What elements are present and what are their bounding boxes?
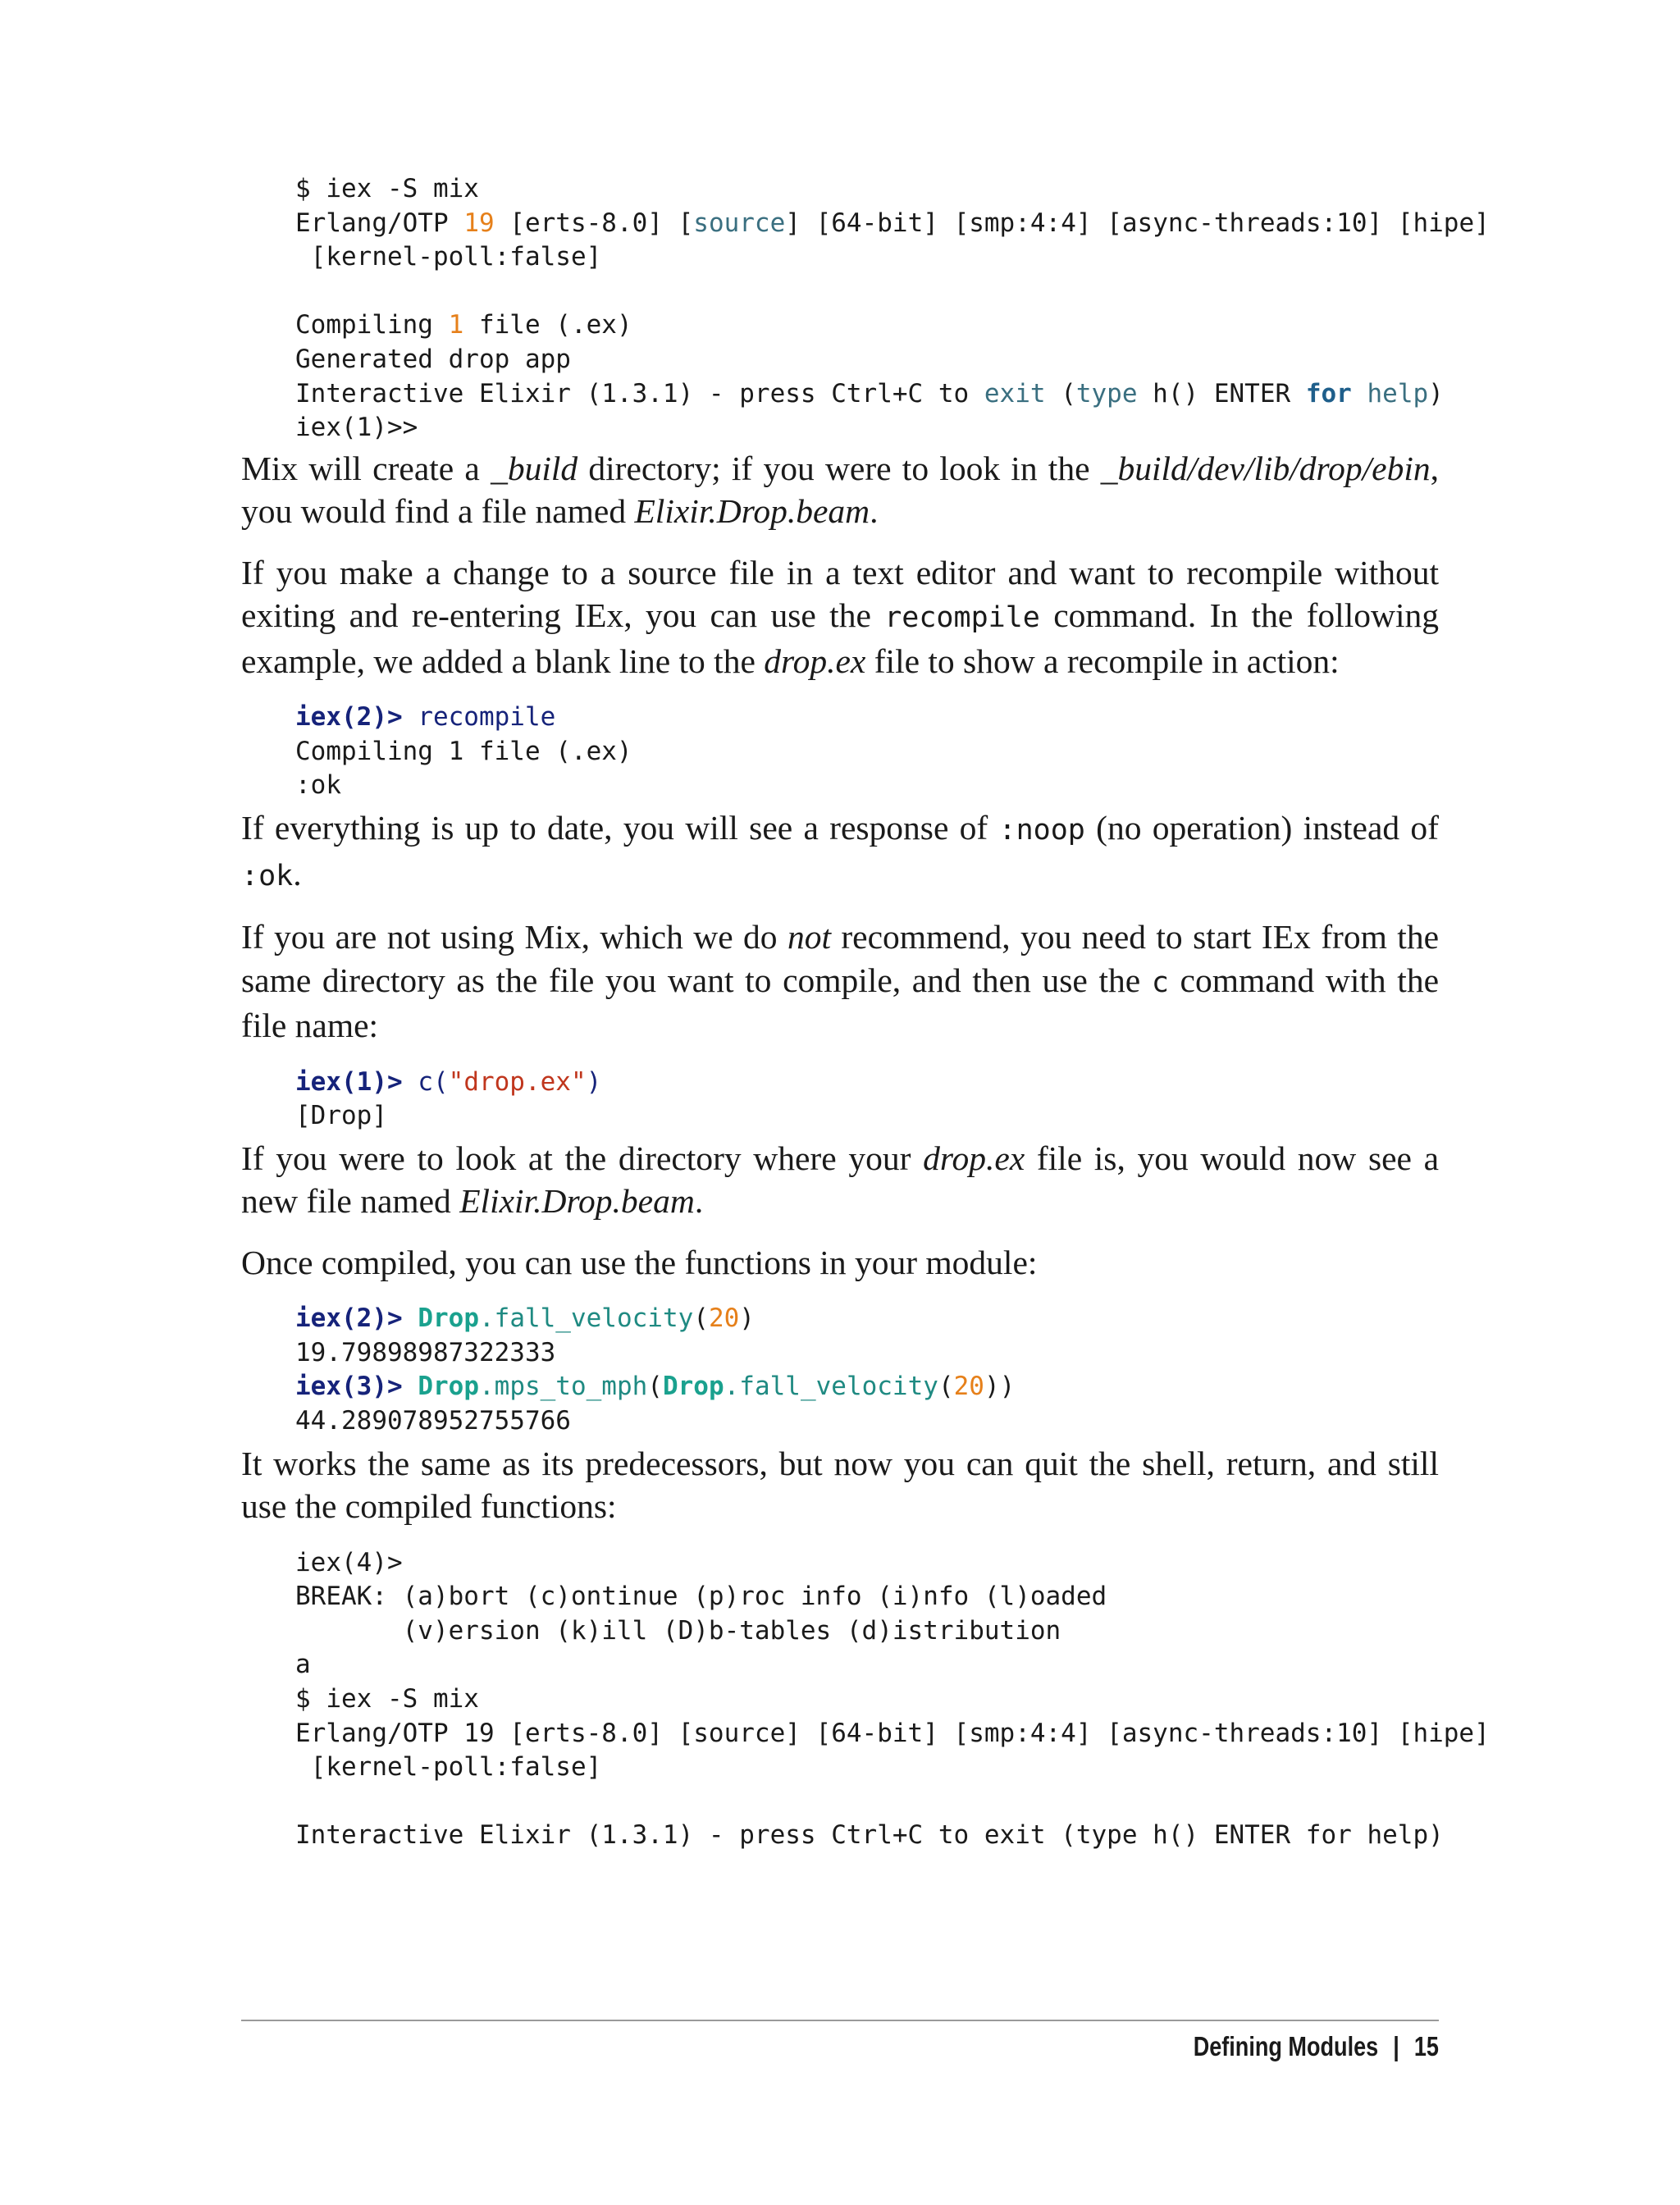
code-block-compile: iex(1)> c("drop.ex") [Drop] [295, 1066, 602, 1131]
footer-separator: | [1393, 2031, 1399, 2061]
paragraph-build-directory: Mix will create a _build directory; if you were to look in the _build/dev/lib/drop/ebin, you would find a file named Elixir.Drop.beam. [241, 449, 1439, 531]
paragraph-recompile: If you make a change to a source file in a text editor and want to recompile without exiting and re-entering IEx, you can use the recompile command. In the following example, we added a blank line to the drop.ex file to show a recompile in action: [241, 553, 1439, 680]
footer-divider [241, 2020, 1439, 2021]
code-block-functions: iex(2)> Drop.fall_velocity(20) 19.79898987322333 iex(3)> Drop.mps_to_mph(Drop.fall_velocity(20)) 44.289078952755766 [295, 1303, 1016, 1436]
code-block-iex-start: $ iex -S mix Erlang/OTP 19 [erts-8.0] [source] [64-bit] [smp:4:4] [async-threads:10] [hipe] [kernel-poll:false] Compiling 1 file (.ex) Generated drop app Interactive Elixir (1.3.1) - press Ctrl+C to exit (type h() ENTER for help) iex(1)>> [295, 174, 1490, 443]
paragraph-once-compiled: Once compiled, you can use the functions in your module: [241, 1243, 1038, 1281]
paragraph-noop: If everything is up to date, you will see a response of :noop (no operation) instead of :ok. [241, 809, 1440, 892]
code-block-recompile: iex(2)> recompile Compiling 1 file (.ex) :ok [295, 702, 632, 801]
page-content [241, 172, 1490, 1853]
footer-section-title: Defining Modules [1193, 2031, 1379, 2061]
paragraph-directory-beam: If you were to look at the directory where your drop.ex file is, you would now see a new file named Elixir.Drop.beam. [241, 1139, 1440, 1221]
footer-page-number: 15 [1413, 2031, 1439, 2061]
page-footer [1194, 2031, 1439, 2062]
paragraph-not-using-mix: If you are not using Mix, which we do not recommend, you need to start IEx from the same directory as the file you want to compile, and then use the c command with the file name: [241, 918, 1440, 1045]
paragraph-works-same: It works the same as its predecessors, but now you can quit the shell, return, and still use the compiled functions: [241, 1444, 1439, 1526]
code-block-break-restart: iex(4)> BREAK: (a)bort (c)ontinue (p)roc info (i)nfo (l)oaded (v)ersion (k)ill (D)b-tables (d)istribution a $ iex -S mix Erlang/OTP 19 [erts-8.0] [source] [64-bit] [smp:4:4] [async-threads:10] [hipe] [kernel-poll:false] Interactive Elixir (1.3.1) - press Ctrl+C to exit (type h() ENTER for help) [295, 1547, 1490, 1851]
